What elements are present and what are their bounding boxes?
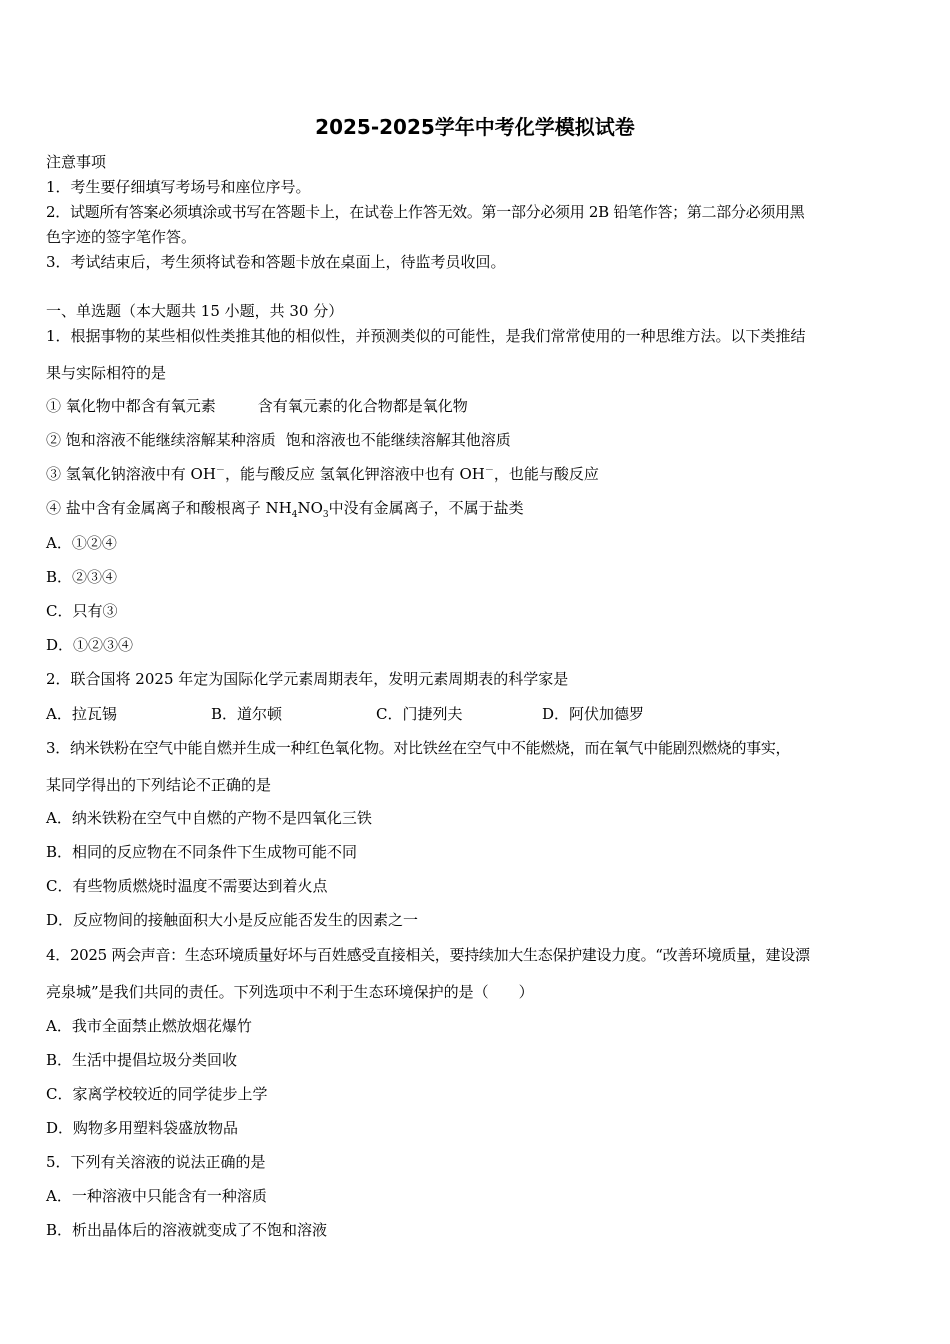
q1-s3-sup2: －: [484, 466, 494, 476]
q1-statement-3: [46, 464, 599, 484]
q1-option-d[interactable]: D．①②③④: [46, 636, 134, 654]
section-heading: 一、单选题（本大题共 15 小题，共 30 分）: [46, 302, 344, 320]
notice-item-3: 3．考试结束后，考生须将试卷和答题卡放在桌面上，待监考员收回。: [46, 253, 506, 271]
q1-s3-sup1: －: [215, 466, 225, 476]
q1-s4-sub1: 4: [291, 510, 298, 520]
q1-stem-line1: 1．根据事物的某些相似性类推其他的相似性，并预测类似的可能性，是我们常常使用的一种思维方法。以下类推结: [46, 327, 806, 345]
notice-item-2-cont: 色字迹的签字笔作答。: [46, 228, 197, 246]
q1-s3-part1: ③ 氢氧化钠溶液中有 OH: [46, 465, 216, 483]
q2-option-d[interactable]: D．阿伏加德罗: [542, 705, 645, 723]
q1-statement-1: [46, 396, 468, 416]
q4-option-a[interactable]: A．我市全面禁止燃放烟花爆竹: [46, 1017, 252, 1035]
q2-stem: 2．联合国将 2025 年定为国际化学元素周期表年，发明元素周期表的科学家是: [46, 670, 569, 688]
q4-option-b[interactable]: B．生活中提倡垃圾分类回收: [46, 1051, 238, 1069]
q1-s1-conclusion: 含有氧元素的化合物都是氧化物: [257, 397, 468, 415]
notice-item-1: 1．考生要仔细填写考场号和座位序号。: [46, 178, 311, 196]
q1-option-a[interactable]: A．①②④: [46, 534, 117, 552]
q1-option-c[interactable]: C．只有③: [46, 602, 118, 620]
q3-stem-line2: 某同学得出的下列结论不正确的是: [46, 776, 272, 794]
q5-option-a[interactable]: A．一种溶液中只能含有一种溶质: [46, 1187, 267, 1205]
q1-statement-2: [46, 430, 511, 450]
q1-option-b[interactable]: B．②③④: [46, 568, 118, 586]
q4-option-d[interactable]: D．购物多用塑料袋盛放物品: [46, 1119, 239, 1137]
q3-option-b[interactable]: B．相同的反应物在不同条件下生成物可能不同: [46, 843, 358, 861]
q3-option-a[interactable]: A．纳米铁粉在空气中自燃的产物不是四氧化三铁: [46, 809, 372, 827]
q4-option-c[interactable]: C．家离学校较近的同学徒步上学: [46, 1085, 268, 1103]
q1-s4-sub2: 3: [322, 510, 329, 520]
q1-s3-part2: ，能与酸反应 氢氧化钾溶液中也有 OH: [224, 465, 485, 483]
page-title: 2025-2025学年中考化学模拟试卷: [315, 115, 635, 139]
notice-heading: 注意事项: [46, 153, 107, 171]
q1-s4-part1: ④ 盐中含有金属离子和酸根离子 NH: [46, 499, 292, 517]
q4-stem-line2: 亮泉城”是我们共同的责任。下列选项中不利于生态环境保护的是（ ）: [46, 983, 534, 1001]
q2-option-a[interactable]: A．拉瓦锡: [46, 705, 117, 723]
q1-s2-conclusion: 饱和溶液也不能继续溶解其他溶质: [285, 431, 511, 449]
q4-stem-line1: 4．2025 两会声音：生态环境质量好坏与百姓感受直接相关，要持续加大生态保护建设力度。“改善环境质量，建设漂: [46, 946, 810, 964]
q1-s1-premise: ① 氧化物中都含有氧元素: [46, 397, 216, 415]
q2-option-b[interactable]: B．道尔顿: [211, 705, 283, 723]
q3-option-c[interactable]: C．有些物质燃烧时温度不需要达到着火点: [46, 877, 328, 895]
q1-s4-part2: NO: [297, 499, 323, 517]
q1-s3-part3: ，也能与酸反应: [493, 465, 599, 483]
q3-stem-line1: 3．纳米铁粉在空气中能自燃并生成一种红色氧化物。对比铁丝在空气中不能燃烧，而在氧气中能剧烈燃烧的事实，: [46, 739, 791, 757]
q1-s4-part3: 中没有金属离子，不属于盐类: [328, 499, 524, 517]
q5-option-b[interactable]: B．析出晶体后的溶液就变成了不饱和溶液: [46, 1221, 328, 1239]
q1-s2-premise: ② 饱和溶液不能继续溶解某种溶质: [46, 431, 276, 449]
q1-stem-line2: 果与实际相符的是: [46, 364, 167, 382]
q2-option-c[interactable]: C．门捷列夫: [376, 705, 463, 723]
q5-stem: 5．下列有关溶液的说法正确的是: [46, 1153, 266, 1171]
notice-item-2: 2．试题所有答案必须填涂或书写在答题卡上，在试卷上作答无效。第一部分必须用 2B 铅笔作答；第二部分必须用黑: [46, 203, 805, 221]
q1-statement-4: [46, 498, 524, 518]
q3-option-d[interactable]: D．反应物间的接触面积大小是反应能否发生的因素之一: [46, 911, 419, 929]
